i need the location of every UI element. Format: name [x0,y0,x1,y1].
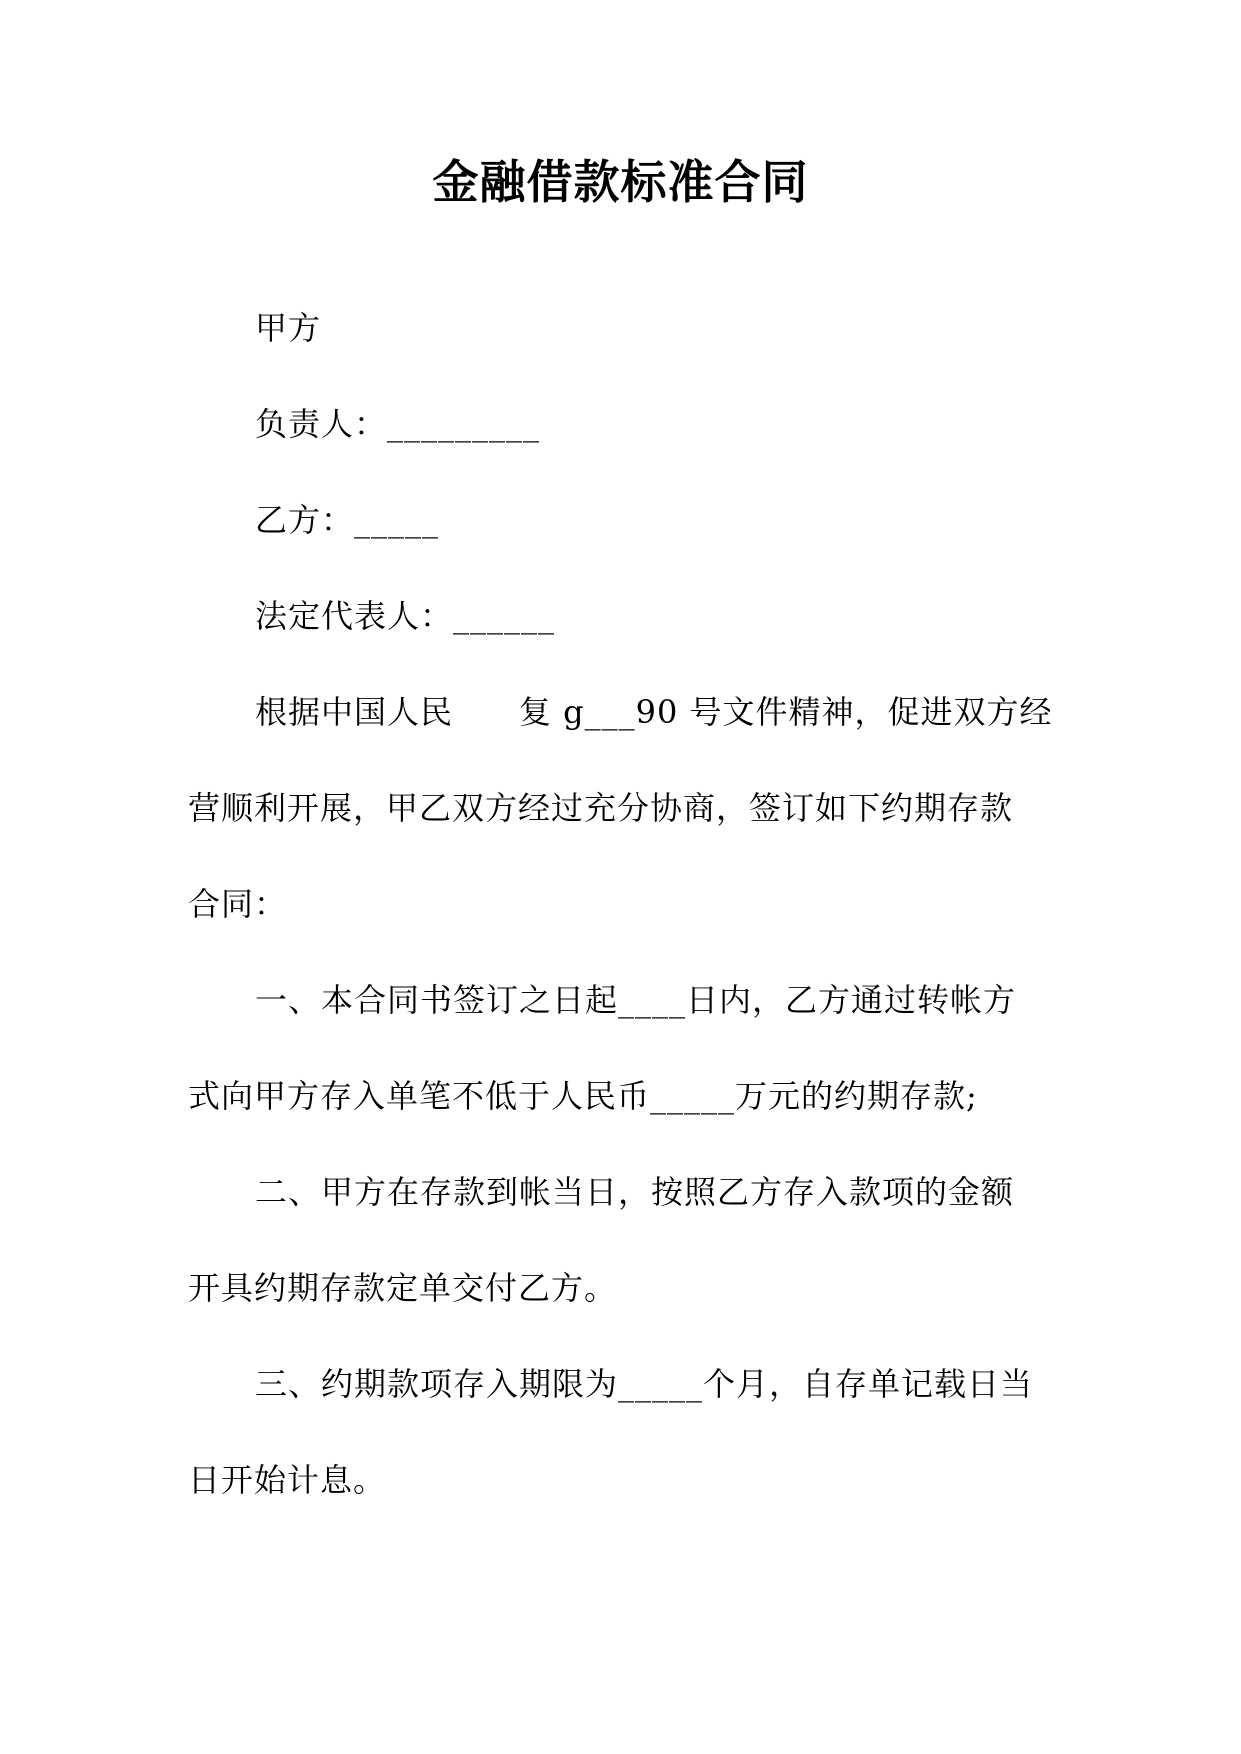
clause-3-line-1: 三、约期款项存入期限为_____个月，自存单记载日当 [255,1365,1034,1403]
person-in-charge-line: 负责人：_________ [255,405,541,443]
clause-1-line-2: 式向甲方存入单笔不低于人民币_____万元的约期存款; [188,1077,978,1115]
clause-3-line-2: 日开始计息。 [188,1461,387,1499]
party-a-line: 甲方 [255,309,322,347]
preamble-line-1: 根据中国人民 复 g___90 号文件精神，促进双方经 [255,693,1053,731]
clause-1-line-1: 一、本合同书签订之日起____日内，乙方通过转帐方 [255,981,1017,1019]
document-title: 金融借款标准合同 [432,155,809,209]
legal-representative-line: 法定代表人：______ [255,597,556,635]
preamble-line-2: 营顺利开展，甲乙双方经过充分协商，签订如下约期存款 [188,789,1014,827]
clause-2-line-1: 二、甲方在存款到帐当日，按照乙方存入款项的金额 [255,1173,1015,1211]
preamble-line-3: 合同： [188,885,288,923]
party-b-line: 乙方：_____ [255,501,440,539]
clause-2-line-2: 开具约期存款定单交付乙方。 [188,1269,618,1307]
